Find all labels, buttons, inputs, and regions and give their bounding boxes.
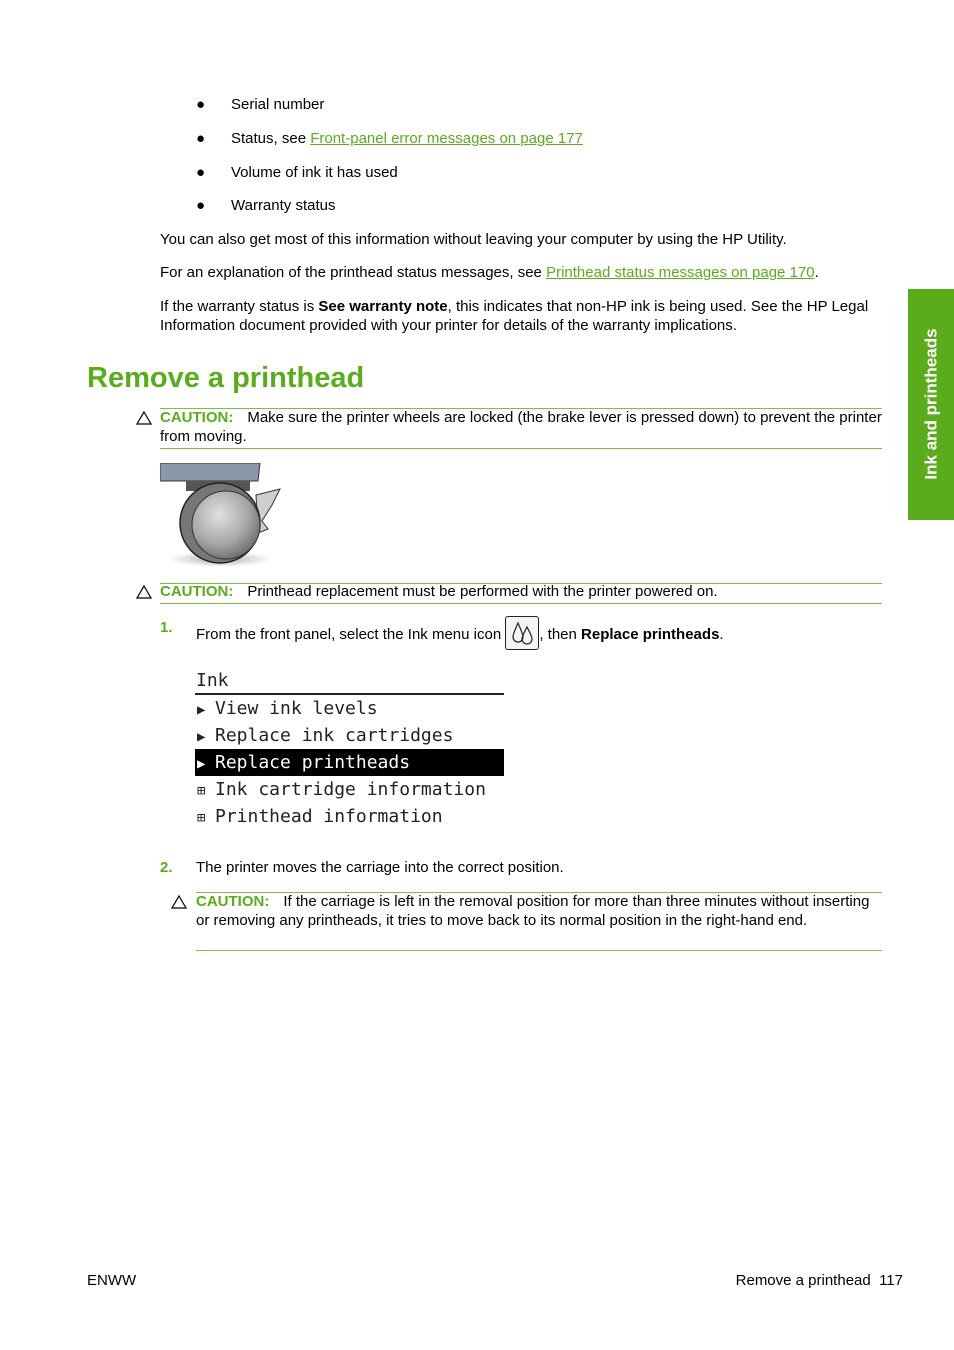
menu-item-view-ink-levels[interactable] [195,695,504,722]
footer-left: ENWW [87,1272,137,1289]
printhead-status-messages-link[interactable]: Printhead status messages on page 170 [546,264,815,281]
step-2-text: The printer moves the carriage into the correct position. [196,859,564,876]
caution-triangle-icon [136,584,152,600]
caution-text: Printhead replacement must be performed with the printer powered on. [247,583,718,600]
step-text: , then [539,625,582,643]
warranty-note-bold: See warranty note [318,298,448,315]
menu-item-label: Printhead information [215,806,443,827]
bullet-item: Serial number [231,96,325,113]
caution-text: If the carriage is left in the removal position for more than three minutes without inserting or removing any printheads, it tries to move back to its normal position in the right-hand end. [196,893,870,929]
step-text: From the front panel, select the Ink menu icon [196,625,506,643]
info-box-icon: ⊞ [197,783,206,799]
chapter-side-tab [908,289,954,520]
paragraph-text: For an explanation of the printhead status messages, see [160,264,547,281]
caution-carriage-timeout [196,892,882,930]
paragraph-status-messages [160,263,882,282]
info-box-icon: ⊞ [197,810,206,826]
caution-bottom-rule [196,950,882,951]
ink-drops-icon[interactable] [505,616,539,650]
caution-bottom-rule [160,448,882,449]
arrow-icon: ▶ [197,756,206,772]
menu-item-label: Replace ink cartridges [215,725,454,746]
bullet-icon: ● [196,197,206,214]
menu-item-printhead-information[interactable] [195,803,504,830]
arrow-icon: ▶ [197,702,206,718]
arrow-icon: ▶ [197,729,206,745]
menu-item-label: Ink cartridge information [215,779,486,800]
paragraph-text: . [814,264,819,281]
menu-item-ink-cartridge-information[interactable] [195,776,504,803]
step-number: 1. [160,619,173,636]
chapter-side-tab-label: Ink and printheads [921,328,941,480]
section-title: Remove a printhead [87,362,365,394]
footer-right [736,1271,903,1290]
menu-item-label: Replace printheads [215,752,411,773]
step-1-text [196,618,882,654]
paragraph-text: If the warranty status is [160,298,319,315]
menu-item-label: View ink levels [215,698,378,719]
footer-section-title: Remove a printhead [735,1272,871,1289]
menu-item-replace-printheads[interactable] [195,749,504,776]
bullet-icon: ● [196,130,206,147]
caution-bottom-rule [160,603,882,604]
menu-title: Ink [195,668,504,695]
caution-label: CAUTION: [160,409,234,426]
step-number: 2. [160,859,173,876]
caution-label: CAUTION: [196,893,270,910]
caution-triangle-icon [136,410,152,426]
menu-item-replace-ink-cartridges[interactable] [195,722,504,749]
front-panel-error-messages-link[interactable]: Front-panel error messages on page 177 [310,130,583,147]
caution-text: Make sure the printer wheels are locked (the brake lever is pressed down) to prevent the printer from moving. [160,409,882,445]
caution-powered-on [160,582,882,601]
step-text: . [719,625,724,643]
paragraph-text: , this indicates that non-HP ink is being used. See the HP Legal Information document provided with your printer for details of the warranty implications. [160,298,869,334]
wheel-brake-illustration [160,463,286,567]
bullet-item: Volume of ink it has used [231,164,398,181]
paragraph-warranty [160,297,882,335]
replace-printheads-bold: Replace printheads [581,625,720,643]
bullet-item-text: Status, see [231,130,311,147]
bullet-item: Warranty status [231,197,336,214]
caution-label: CAUTION: [160,583,234,600]
bullet-item [231,129,583,148]
caution-wheels-locked [160,408,882,446]
caution-triangle-icon [171,894,187,910]
front-panel-ink-menu [195,668,504,830]
paragraph-hp-utility: You can also get most of this information without leaving your computer by using the HP Utility. [160,231,787,248]
page-number: 117 [879,1272,903,1289]
bullet-icon: ● [196,164,206,181]
bullet-icon: ● [196,96,206,113]
